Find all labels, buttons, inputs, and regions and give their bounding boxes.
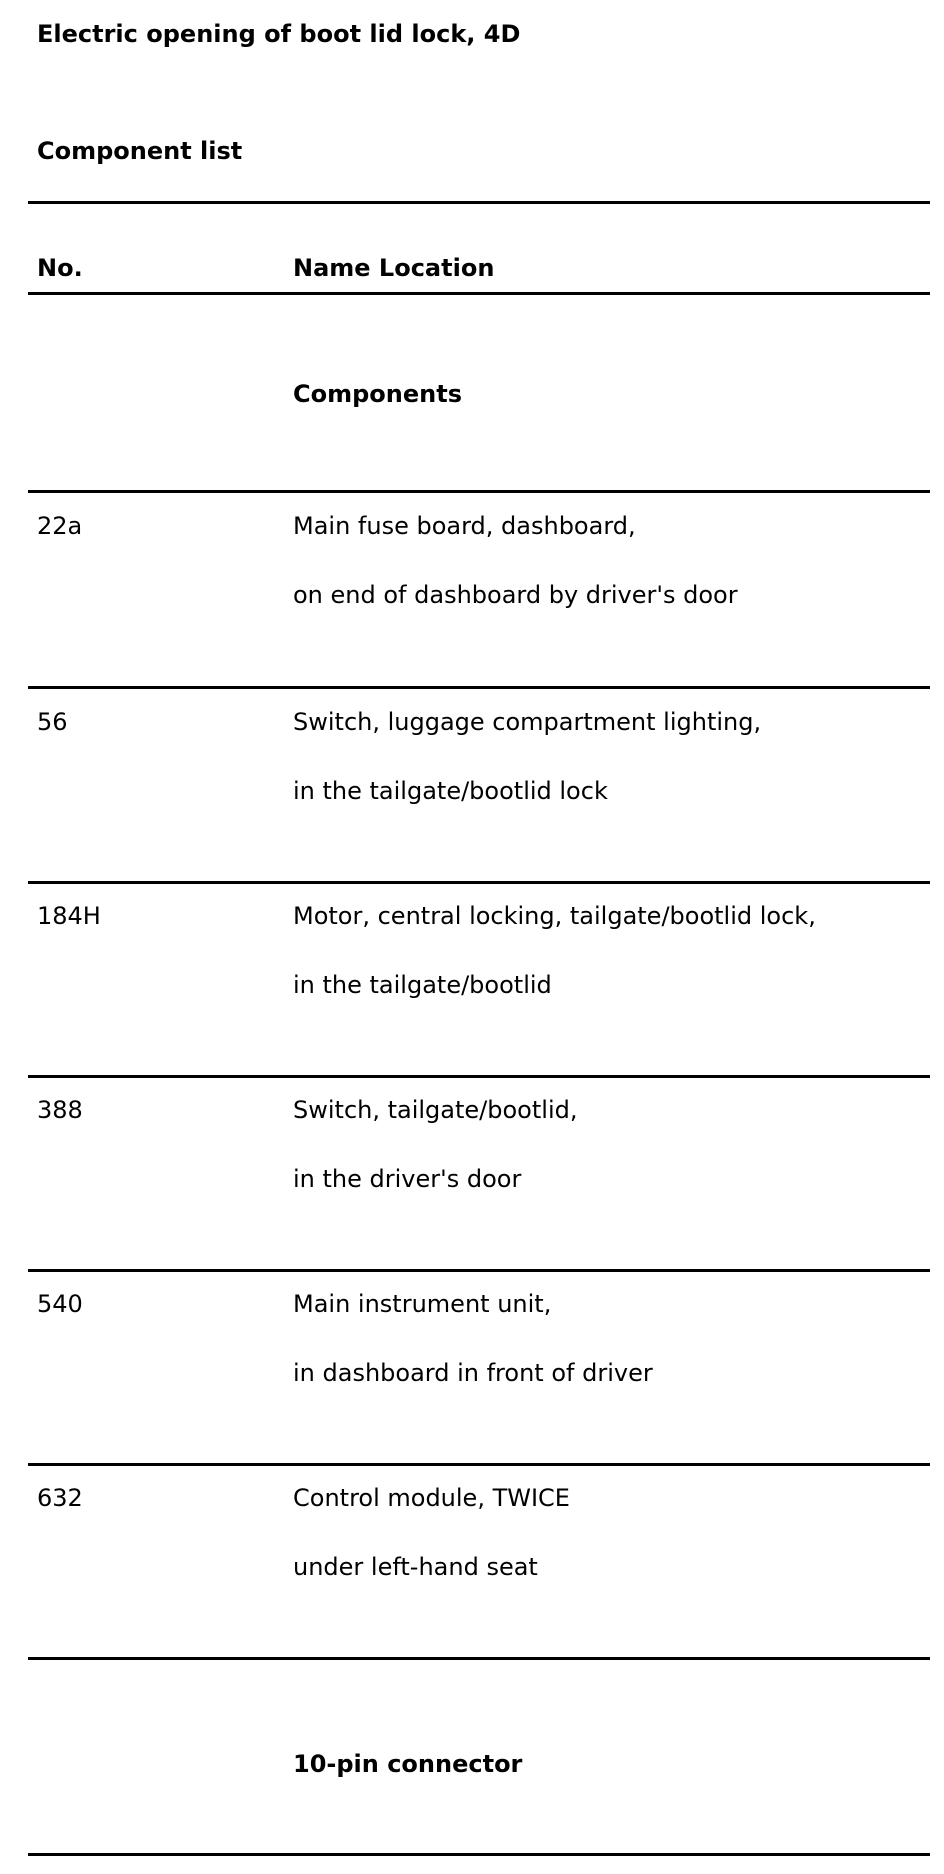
row-name: Switch, tailgate/bootlid, <box>293 1096 578 1124</box>
row-location: in the driver's door <box>293 1165 522 1193</box>
row-divider <box>28 1269 930 1272</box>
row-divider <box>28 1075 930 1078</box>
row-name: Control module, TWICE <box>293 1484 570 1512</box>
header-bottom-rule <box>28 292 930 295</box>
row-divider <box>28 1463 930 1466</box>
row-divider <box>28 490 930 493</box>
row-no: 632 <box>37 1484 83 1512</box>
row-no: 184H <box>37 902 101 930</box>
table-bottom-rule <box>28 1853 930 1856</box>
column-header-no: No. <box>37 254 83 282</box>
row-location: on end of dashboard by driver's door <box>293 581 738 609</box>
row-divider <box>28 686 930 689</box>
row-divider <box>28 1657 930 1660</box>
section-heading-components: Components <box>293 380 462 408</box>
row-no: 56 <box>37 708 68 736</box>
row-name: Main fuse board, dashboard, <box>293 512 636 540</box>
row-location: in the tailgate/bootlid lock <box>293 777 608 805</box>
section-heading-10-pin-connector: 10-pin connector <box>293 1750 523 1778</box>
row-no: 540 <box>37 1290 83 1318</box>
table-top-rule <box>28 201 930 204</box>
row-name: Switch, luggage compartment lighting, <box>293 708 762 736</box>
row-divider <box>28 881 930 884</box>
row-no: 388 <box>37 1096 83 1124</box>
row-name: Motor, central locking, tailgate/bootlid lock, <box>293 902 816 930</box>
row-no: 22a <box>37 512 83 540</box>
row-name: Main instrument unit, <box>293 1290 552 1318</box>
row-location: in the tailgate/bootlid <box>293 971 552 999</box>
document-title: Electric opening of boot lid lock, 4D <box>37 20 521 48</box>
component-list-heading: Component list <box>37 137 243 165</box>
row-location: in dashboard in front of driver <box>293 1359 653 1387</box>
row-location: under left-hand seat <box>293 1553 538 1581</box>
column-header-name-location: Name Location <box>293 254 495 282</box>
